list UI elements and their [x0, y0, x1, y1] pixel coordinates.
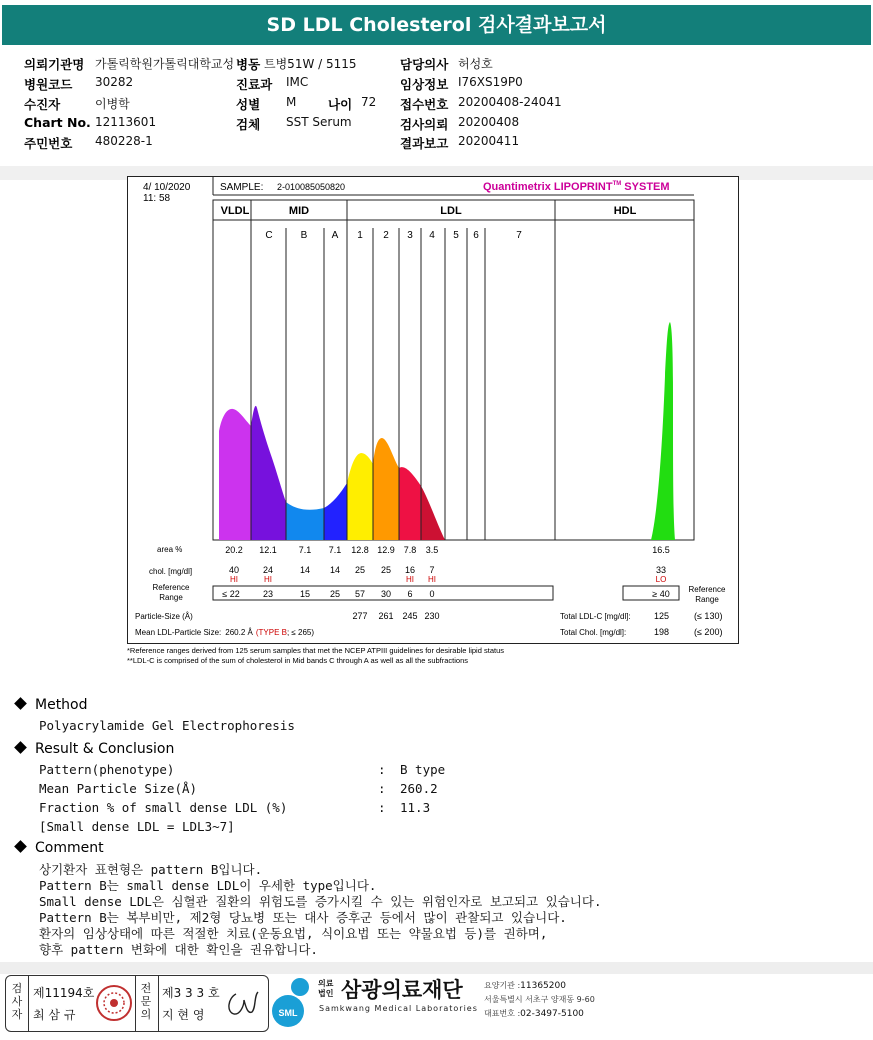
ref-label: Reference	[152, 583, 190, 592]
specialist-name: 지 현 영	[162, 1008, 205, 1022]
band-label: B	[300, 230, 308, 241]
band-label: 2	[383, 230, 389, 241]
info-value: 20200411	[458, 134, 520, 148]
info-label: 검사의뢰	[400, 117, 449, 132]
chol-value: 14	[299, 565, 311, 575]
patient-info	[0, 48, 873, 167]
comment-section	[16, 840, 104, 856]
footer-separator	[0, 962, 873, 974]
signature-box	[5, 975, 269, 1032]
result-sep: :	[378, 800, 386, 815]
ward-value: 트병51W / 5115	[264, 57, 357, 71]
org-address: 서울특별시 서초구 양재동 9-60	[484, 995, 595, 1004]
info-value: 12113601	[95, 115, 157, 129]
result-label: Mean Particle Size(Å)	[39, 781, 198, 796]
total-chol-value: 198	[654, 627, 670, 637]
info-value: 허성호	[458, 57, 493, 71]
ref-label-right: Range	[695, 595, 719, 604]
total-ldl-value: 125	[654, 611, 670, 621]
dept-value: IMC	[286, 75, 309, 89]
ref-value: 25	[329, 589, 341, 599]
result-value: B type	[400, 762, 446, 777]
info-value: 480228-1	[95, 134, 153, 148]
chol-value: 14	[329, 565, 341, 575]
result-section	[16, 741, 174, 757]
ref-value: 30	[380, 589, 392, 599]
age-label: 나이	[328, 97, 353, 112]
info-value: 가톨릭학원가톨릭대학교성	[95, 57, 235, 71]
area-value: 3.5	[425, 545, 439, 555]
specialist-label: 전문의	[140, 982, 152, 1021]
ref-value: 6	[407, 589, 413, 599]
group-label-mid: MID	[288, 205, 310, 217]
specialist-no: 제3 3 3 호	[162, 986, 220, 1000]
sample-label: SAMPLE:	[220, 182, 264, 193]
comment-line: Small dense LDL은 심혈관 질환의 위험도를 증가시킬 수 있는 위험인자로 보고되고 있습니다.	[39, 894, 602, 909]
result-sep: :	[378, 762, 386, 777]
info-value: I76XS19P0	[458, 75, 523, 89]
result-note: [Small dense LDL = LDL3~7]	[39, 819, 235, 834]
seal-stamp-icon	[94, 982, 134, 1024]
org-prefix: 의료 법인	[318, 979, 334, 998]
result-label: Pattern(phenotype)	[39, 762, 175, 777]
chol-value: 24	[262, 565, 274, 575]
info-value: 20200408-24041	[458, 95, 562, 109]
group-label-ldl: LDL	[440, 205, 462, 217]
flag-hi: HI	[230, 575, 238, 584]
sample-id: 2-010085050820	[277, 182, 346, 192]
footnote: *Reference ranges derived from 125 serum samples that met the NCEP ATPIII guidelines for desirable lipid status	[127, 646, 504, 655]
comment-line: 상기환자 표현형은 pattern B입니다.	[39, 862, 263, 877]
lipoprint-chart	[127, 176, 740, 668]
org-phone: 대표번호 :02-3497-5100	[484, 1009, 584, 1019]
chol-value: 40	[228, 565, 240, 575]
info-label: 주민번호	[24, 136, 73, 151]
tester-label: 검사자	[11, 982, 23, 1021]
info-value: 30282	[95, 75, 134, 89]
info-label: 의뢰기관명	[24, 57, 85, 72]
specimen-value: SST Serum	[286, 115, 352, 129]
area-value: 7.8	[403, 545, 417, 555]
total-chol-label: Total Chol. [mg/dl]:	[560, 628, 627, 637]
particle-value: 230	[424, 611, 440, 621]
flag-hi: HI	[406, 575, 414, 584]
ref-value: 0	[429, 589, 435, 599]
info-label: 담당의사	[400, 57, 449, 72]
area-value: 7.1	[328, 545, 342, 555]
age-value: 72	[361, 95, 377, 109]
info-label: 접수번호	[400, 97, 449, 112]
report-title: SD LDL Cholesterol 검사결과보고서	[2, 5, 871, 45]
band-label: 4	[429, 230, 435, 241]
band-label: 6	[473, 230, 479, 241]
particle-value: 277	[352, 611, 368, 621]
ref-value: ≥ 40	[652, 589, 670, 599]
total-chol-ref: (≤ 200)	[694, 627, 723, 637]
result-sep: :	[378, 781, 386, 796]
particle-label: Particle-Size (Å)	[135, 612, 193, 621]
info-label: Chart No.	[24, 115, 91, 130]
method-text: Polyacrylamide Gel Electrophoresis	[39, 718, 295, 733]
band-label: 7	[516, 230, 522, 241]
footnote: **LDL-C is comprised of the sum of cholesterol in Mid bands C through A as well as all the subfractions	[127, 656, 469, 665]
area-value: 16.5	[652, 545, 670, 555]
ref-value: ≤ 22	[222, 589, 240, 599]
band-label: C	[265, 230, 273, 241]
area-value: 12.1	[259, 545, 277, 555]
dept-label: 진료과	[236, 77, 273, 92]
chol-value: 7	[429, 565, 435, 575]
band-label: 1	[357, 230, 363, 241]
sex-label: 성별	[236, 97, 261, 112]
flag-lo: LO	[655, 575, 667, 584]
flag-hi: HI	[264, 575, 272, 584]
particle-value: 245	[402, 611, 418, 621]
info-value: 20200408	[458, 115, 520, 129]
diamond-bullet-icon	[14, 741, 27, 754]
diamond-bullet-icon	[14, 840, 27, 853]
signature-icon	[222, 986, 262, 1022]
info-label: 병원코드	[24, 77, 73, 92]
band-label: 3	[407, 230, 413, 241]
result-value: 11.3	[400, 800, 431, 815]
method-heading: Method	[35, 697, 88, 713]
system-name: Quantimetrix LIPOPRINT™ SYSTEM	[483, 181, 670, 193]
comment-line: Pattern B는 복부비만, 제2형 당뇨병 또는 대사 증후군 등에서 많이 관찰되고 있습니다.	[39, 910, 567, 925]
diamond-bullet-icon	[14, 697, 27, 710]
area-value: 20.2	[225, 545, 243, 555]
band-label: A	[331, 230, 339, 241]
chol-value: 25	[380, 565, 392, 575]
info-value: 이병학	[95, 97, 130, 111]
method-section	[16, 697, 88, 713]
ref-value: 15	[299, 589, 311, 599]
info-label: 결과보고	[400, 136, 449, 151]
group-label-vldl: VLDL	[220, 205, 250, 217]
comment-heading: Comment	[35, 840, 104, 856]
area-label: area %	[157, 545, 183, 554]
ward-label: 병동	[236, 57, 261, 72]
comment-line: 향후 pattern 변화에 대한 확인을 권유합니다.	[39, 942, 318, 957]
total-ldl-ref: (≤ 130)	[694, 611, 723, 621]
chol-value: 16	[404, 565, 416, 575]
total-ldl-label: Total LDL-C [mg/dl]:	[560, 612, 631, 621]
ref-value: 23	[262, 589, 274, 599]
institution-number: 요양기관 :11365200	[484, 981, 566, 991]
sex-value: M	[286, 95, 297, 109]
info-label: 수진자	[24, 97, 61, 112]
particle-value: 261	[378, 611, 394, 621]
ref-label: Range	[159, 593, 183, 602]
sml-logo-icon	[270, 975, 316, 1029]
band-label: 5	[453, 230, 459, 241]
org-english-name: Samkwang Medical Laboratories	[319, 1004, 478, 1013]
chol-value: 25	[354, 565, 366, 575]
chol-label: chol. [mg/dl]	[149, 567, 193, 576]
ref-value: 57	[354, 589, 366, 599]
comment-line: 환자의 임상상태에 따른 적절한 치료(운동요법, 식이요법 또는 약물요법 등)를 권하며,	[39, 926, 548, 941]
peak-vldl	[219, 409, 254, 540]
group-label-hdl: HDL	[613, 205, 637, 217]
info-label: 임상정보	[400, 77, 449, 92]
result-value: 260.2	[400, 781, 438, 796]
comment-line: Pattern B는 small dense LDL이 우세한 type입니다.	[39, 878, 377, 893]
org-name: 삼광의료재단	[341, 978, 463, 1002]
tester-no: 제11194호	[33, 986, 95, 1000]
area-value: 12.8	[351, 545, 369, 555]
tester-name: 최 삼 규	[33, 1008, 76, 1022]
area-value: 7.1	[298, 545, 312, 555]
result-heading: Result & Conclusion	[35, 741, 175, 757]
flag-hi: HI	[428, 575, 436, 584]
mean-size-label: Mean LDL-Particle Size: 260.2 Å (TYPE B; ≤ 265)	[135, 628, 315, 637]
chart-time: 11: 58	[143, 193, 171, 204]
result-label: Fraction % of small dense LDL (%)	[39, 800, 288, 815]
chart-date: 4/ 10/2020	[143, 182, 191, 193]
specimen-label: 검체	[236, 117, 261, 132]
chol-value: 33	[655, 565, 667, 575]
sml-logo-text: SML	[278, 1008, 298, 1018]
area-value: 12.9	[377, 545, 395, 555]
ref-label-right: Reference	[688, 585, 726, 594]
